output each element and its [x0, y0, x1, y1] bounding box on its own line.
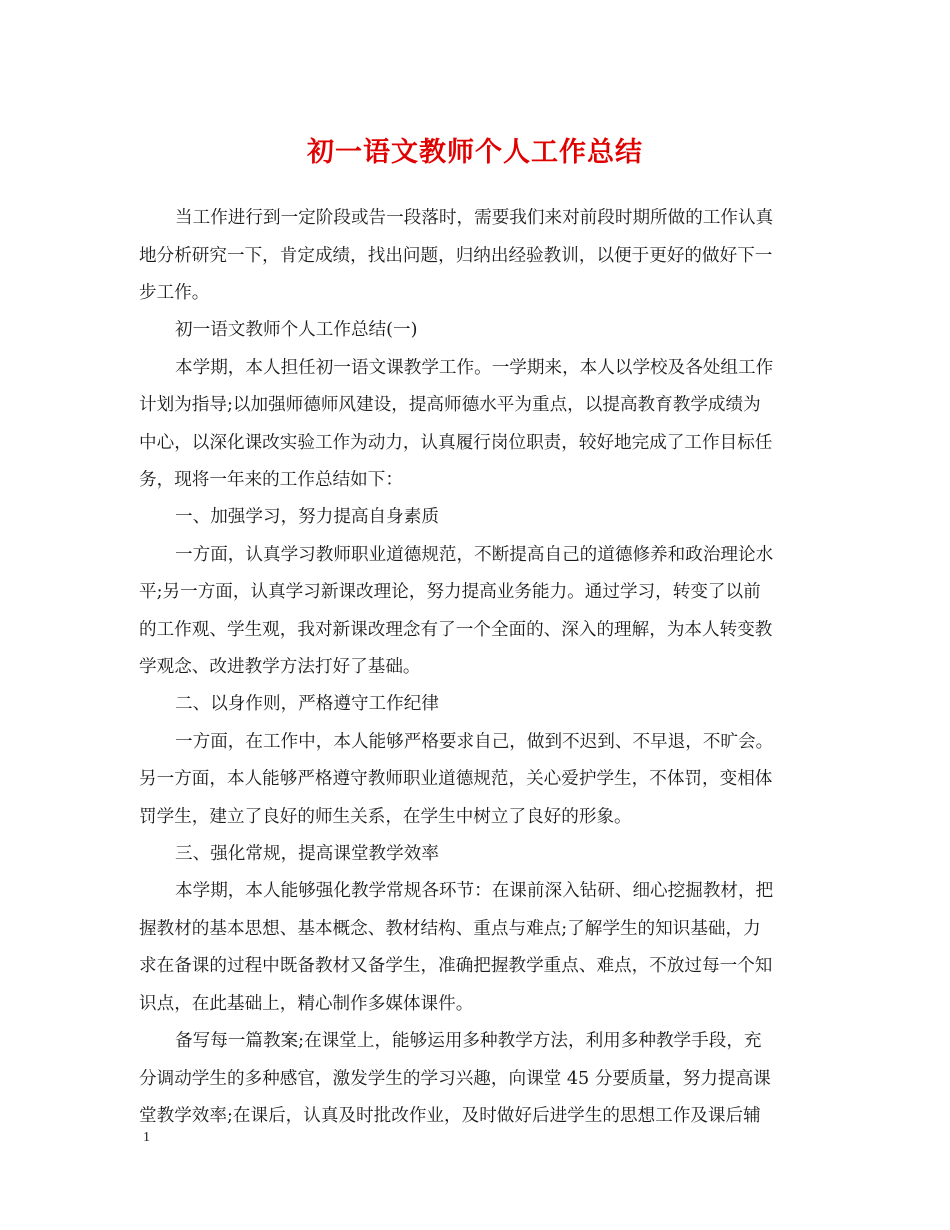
page-number: 1 — [143, 1130, 150, 1145]
section-heading: 二、以身作则，严格遵守工作纪律 — [175, 694, 439, 714]
section-heading: 三、强化常规，提高课堂教学效率 — [175, 844, 439, 864]
section-heading: 一、加强学习，努力提高自身素质 — [175, 507, 439, 527]
paragraph-line: 当工作进行到一定阶段或告一段落时，需要我们来对前段时期所做的工作认真 — [175, 208, 774, 228]
paragraph-line: 罚学生，建立了良好的师生关系，在学生中树立了良好的形象。 — [139, 807, 632, 827]
paragraph-line: 地分析研究一下，肯定成绩，找出问题，归纳出经验教训，以便于更好的做好下一 — [139, 246, 773, 266]
paragraph-line: 学观念、改进教学方法打好了基础。 — [139, 657, 421, 677]
paragraph-line: 的工作观、学生观，我对新课改理念有了一个全面的、深入的理解，为本人转变教 — [139, 620, 773, 640]
paragraph-line: 步工作。 — [139, 283, 210, 303]
paragraph-line: 另一方面，本人能够严格遵守教师职业道德规范，关心爱护学生，不体罚，变相体 — [139, 769, 773, 789]
paragraph-line: 平;另一方面，认真学习新课改理论，努力提高业务能力。通过学习，转变了以前 — [139, 582, 761, 602]
paragraph-line: 计划为指导;以加强师德师风建设，提高师德水平为重点，以提高教育教学成绩为 — [139, 395, 761, 415]
paragraph-line: 本学期，本人能够强化教学常规各环节：在课前深入钻研、细心挖掘教材，把 — [175, 881, 774, 901]
paragraph-line: 务，现将一年来的工作总结如下： — [139, 470, 403, 490]
document-title: 初一语文教师个人工作总结 — [307, 137, 643, 168]
paragraph-line: 堂教学效率;在课后，认真及时批改作业，及时做好后进学生的思想工作及课后辅 — [139, 1106, 761, 1126]
paragraph-line: 握教材的基本思想、基本概念、教材结构、重点与难点;了解学生的知识基础，力 — [139, 919, 761, 939]
paragraph-line: 备写每一篇教案;在课堂上，能够运用多种教学方法，利用多种教学手段，充 — [175, 1031, 762, 1051]
section-heading: 初一语文教师个人工作总结(一) — [175, 320, 418, 340]
paragraph-line: 本学期，本人担任初一语文课教学工作。一学期来，本人以学校及各处组工作 — [175, 358, 774, 378]
paragraph-line: 识点，在此基础上，精心制作多媒体课件。 — [139, 994, 474, 1014]
paragraph-line: 中心，以深化课改实验工作为动力，认真履行岗位职责，较好地完成了工作目标任 — [139, 433, 773, 453]
paragraph-line: 分调动学生的多种感官，激发学生的学习兴趣，向课堂 45 分要质量，努力提高课 — [139, 1069, 771, 1089]
paragraph-line: 一方面，认真学习教师职业道德规范，不断提高自己的道德修养和政治理论水 — [175, 545, 774, 565]
paragraph-line: 求在备课的过程中既备教材又备学生，准确把握教学重点、难点，不放过每一个知 — [139, 956, 773, 976]
paragraph-line: 一方面，在工作中，本人能够严格要求自己，做到不迟到、不早退，不旷会。 — [175, 732, 774, 752]
